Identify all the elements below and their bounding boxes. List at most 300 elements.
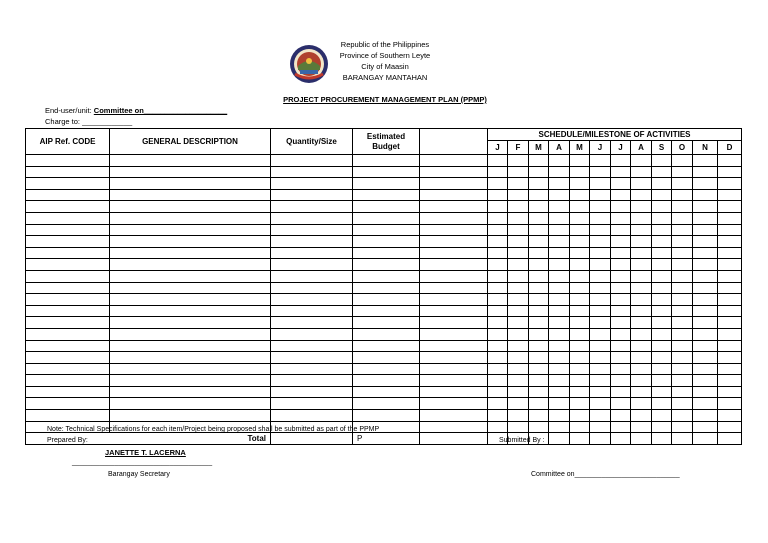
table-cell[interactable] <box>652 294 672 306</box>
table-cell[interactable] <box>672 155 693 167</box>
table-cell[interactable] <box>590 305 611 317</box>
table-cell[interactable] <box>488 317 508 329</box>
table-cell[interactable] <box>611 224 631 236</box>
table-cell[interactable] <box>488 398 508 410</box>
table-cell[interactable] <box>26 236 110 248</box>
table-cell[interactable] <box>488 294 508 306</box>
table-cell[interactable] <box>110 328 271 340</box>
table-cell[interactable] <box>508 236 529 248</box>
table-cell[interactable] <box>488 166 508 178</box>
table-cell[interactable] <box>26 224 110 236</box>
table-cell[interactable] <box>26 166 110 178</box>
table-cell[interactable] <box>488 201 508 213</box>
table-cell[interactable] <box>611 166 631 178</box>
table-cell[interactable] <box>611 236 631 248</box>
table-cell[interactable] <box>652 352 672 364</box>
table-cell[interactable] <box>508 352 529 364</box>
table-cell[interactable] <box>672 270 693 282</box>
table-cell[interactable] <box>26 363 110 375</box>
table-cell[interactable] <box>110 294 271 306</box>
table-cell[interactable] <box>652 433 672 445</box>
table-cell[interactable] <box>652 340 672 352</box>
table-cell[interactable] <box>611 317 631 329</box>
table-cell[interactable] <box>672 386 693 398</box>
table-cell[interactable] <box>26 352 110 364</box>
table-cell[interactable] <box>549 178 570 190</box>
table-cell[interactable] <box>570 212 590 224</box>
table-cell[interactable] <box>693 328 718 340</box>
table-cell[interactable] <box>271 189 353 201</box>
table-cell[interactable] <box>271 352 353 364</box>
table-cell[interactable] <box>271 166 353 178</box>
table-cell[interactable] <box>420 189 488 201</box>
table-cell[interactable] <box>420 155 488 167</box>
table-cell[interactable] <box>590 201 611 213</box>
table-cell[interactable] <box>353 294 420 306</box>
table-cell[interactable] <box>26 398 110 410</box>
table-cell[interactable] <box>693 363 718 375</box>
table-cell[interactable] <box>693 178 718 190</box>
table-cell[interactable] <box>508 247 529 259</box>
table-cell[interactable] <box>590 166 611 178</box>
table-cell[interactable] <box>110 282 271 294</box>
table-cell[interactable] <box>631 189 652 201</box>
table-cell[interactable] <box>353 340 420 352</box>
table-cell[interactable] <box>549 294 570 306</box>
table-cell[interactable] <box>549 340 570 352</box>
table-cell[interactable] <box>529 166 549 178</box>
table-cell[interactable] <box>353 178 420 190</box>
table-cell[interactable] <box>631 178 652 190</box>
table-cell[interactable] <box>718 340 742 352</box>
table-cell[interactable] <box>590 212 611 224</box>
table-cell[interactable] <box>508 386 529 398</box>
table-cell[interactable] <box>110 259 271 271</box>
table-cell[interactable] <box>611 421 631 433</box>
table-cell[interactable] <box>549 166 570 178</box>
table-cell[interactable] <box>549 236 570 248</box>
table-cell[interactable] <box>488 224 508 236</box>
table-cell[interactable] <box>718 282 742 294</box>
table-cell[interactable] <box>529 259 549 271</box>
table-cell[interactable] <box>693 201 718 213</box>
table-cell[interactable] <box>672 305 693 317</box>
table-cell[interactable] <box>110 410 271 422</box>
table-cell[interactable] <box>529 317 549 329</box>
table-cell[interactable] <box>110 189 271 201</box>
table-cell[interactable] <box>508 363 529 375</box>
table-cell[interactable] <box>631 305 652 317</box>
table-cell[interactable] <box>420 328 488 340</box>
table-cell[interactable] <box>549 328 570 340</box>
table-cell[interactable] <box>110 398 271 410</box>
table-cell[interactable] <box>529 282 549 294</box>
table-cell[interactable] <box>529 236 549 248</box>
table-cell[interactable] <box>718 433 742 445</box>
table-cell[interactable] <box>718 178 742 190</box>
table-cell[interactable] <box>611 363 631 375</box>
table-cell[interactable] <box>353 305 420 317</box>
table-cell[interactable] <box>271 328 353 340</box>
table-cell[interactable] <box>110 363 271 375</box>
table-cell[interactable] <box>110 340 271 352</box>
table-cell[interactable] <box>570 305 590 317</box>
table-cell[interactable] <box>353 375 420 387</box>
table-cell[interactable] <box>672 294 693 306</box>
table-cell[interactable] <box>353 410 420 422</box>
table-cell[interactable] <box>631 294 652 306</box>
table-cell[interactable] <box>693 352 718 364</box>
table-cell[interactable] <box>271 224 353 236</box>
table-cell[interactable] <box>353 247 420 259</box>
table-cell[interactable] <box>549 421 570 433</box>
table-cell[interactable] <box>508 282 529 294</box>
table-cell[interactable] <box>529 352 549 364</box>
table-cell[interactable] <box>549 352 570 364</box>
table-cell[interactable] <box>353 259 420 271</box>
table-cell[interactable] <box>718 224 742 236</box>
table-cell[interactable] <box>529 386 549 398</box>
table-cell[interactable] <box>420 421 488 433</box>
table-cell[interactable] <box>271 201 353 213</box>
table-cell[interactable] <box>26 201 110 213</box>
table-cell[interactable] <box>718 259 742 271</box>
table-cell[interactable] <box>590 340 611 352</box>
table-cell[interactable] <box>420 398 488 410</box>
table-cell[interactable] <box>652 398 672 410</box>
table-cell[interactable] <box>549 201 570 213</box>
table-cell[interactable] <box>529 375 549 387</box>
table-cell[interactable] <box>508 178 529 190</box>
table-cell[interactable] <box>26 305 110 317</box>
table-cell[interactable] <box>590 155 611 167</box>
table-cell[interactable] <box>672 259 693 271</box>
table-cell[interactable] <box>488 305 508 317</box>
table-cell[interactable] <box>693 317 718 329</box>
table-cell[interactable] <box>590 375 611 387</box>
table-cell[interactable] <box>271 317 353 329</box>
table-cell[interactable] <box>271 236 353 248</box>
table-cell[interactable] <box>693 259 718 271</box>
table-cell[interactable] <box>488 236 508 248</box>
table-cell[interactable] <box>693 433 718 445</box>
table-cell[interactable] <box>570 317 590 329</box>
table-cell[interactable] <box>420 352 488 364</box>
table-cell[interactable] <box>570 247 590 259</box>
table-cell[interactable] <box>693 270 718 282</box>
table-cell[interactable] <box>353 363 420 375</box>
table-cell[interactable] <box>590 259 611 271</box>
table-cell[interactable] <box>693 155 718 167</box>
table-cell[interactable] <box>488 375 508 387</box>
table-cell[interactable] <box>26 178 110 190</box>
table-cell[interactable] <box>508 340 529 352</box>
table-cell[interactable] <box>488 270 508 282</box>
table-cell[interactable] <box>570 224 590 236</box>
table-cell[interactable] <box>110 247 271 259</box>
total-quantity-cell[interactable] <box>271 433 353 445</box>
table-cell[interactable] <box>652 305 672 317</box>
table-cell[interactable] <box>26 340 110 352</box>
table-cell[interactable] <box>110 155 271 167</box>
table-cell[interactable] <box>718 352 742 364</box>
table-cell[interactable] <box>652 178 672 190</box>
table-cell[interactable] <box>652 166 672 178</box>
table-cell[interactable] <box>631 212 652 224</box>
table-cell[interactable] <box>508 328 529 340</box>
table-cell[interactable] <box>718 305 742 317</box>
table-cell[interactable] <box>529 398 549 410</box>
table-cell[interactable] <box>508 375 529 387</box>
table-cell[interactable] <box>271 270 353 282</box>
table-cell[interactable] <box>508 421 529 433</box>
table-cell[interactable] <box>611 328 631 340</box>
table-cell[interactable] <box>652 212 672 224</box>
table-cell[interactable] <box>549 224 570 236</box>
table-cell[interactable] <box>652 421 672 433</box>
table-cell[interactable] <box>718 294 742 306</box>
table-cell[interactable] <box>631 375 652 387</box>
table-cell[interactable] <box>631 236 652 248</box>
table-cell[interactable] <box>529 201 549 213</box>
table-cell[interactable] <box>110 317 271 329</box>
table-cell[interactable] <box>549 317 570 329</box>
table-cell[interactable] <box>353 352 420 364</box>
table-cell[interactable] <box>590 433 611 445</box>
table-cell[interactable] <box>508 305 529 317</box>
table-cell[interactable] <box>529 212 549 224</box>
table-cell[interactable] <box>353 212 420 224</box>
table-cell[interactable] <box>718 317 742 329</box>
table-cell[interactable] <box>353 201 420 213</box>
table-cell[interactable] <box>570 294 590 306</box>
table-cell[interactable] <box>26 294 110 306</box>
total-budget-cell[interactable]: P <box>353 433 420 445</box>
table-cell[interactable] <box>611 155 631 167</box>
table-cell[interactable] <box>693 305 718 317</box>
table-cell[interactable] <box>353 236 420 248</box>
table-cell[interactable] <box>529 340 549 352</box>
table-cell[interactable] <box>590 363 611 375</box>
table-cell[interactable] <box>672 352 693 364</box>
table-cell[interactable] <box>353 155 420 167</box>
table-cell[interactable] <box>420 270 488 282</box>
table-cell[interactable] <box>590 224 611 236</box>
table-cell[interactable] <box>420 340 488 352</box>
table-cell[interactable] <box>488 178 508 190</box>
table-cell[interactable] <box>271 294 353 306</box>
table-cell[interactable] <box>590 421 611 433</box>
table-cell[interactable] <box>508 259 529 271</box>
table-cell[interactable] <box>611 282 631 294</box>
table-cell[interactable] <box>529 189 549 201</box>
table-cell[interactable] <box>611 259 631 271</box>
table-cell[interactable] <box>271 282 353 294</box>
table-cell[interactable] <box>549 398 570 410</box>
table-cell[interactable] <box>271 178 353 190</box>
table-cell[interactable] <box>611 201 631 213</box>
table-cell[interactable] <box>693 421 718 433</box>
table-cell[interactable] <box>693 410 718 422</box>
table-cell[interactable] <box>420 224 488 236</box>
table-cell[interactable] <box>110 224 271 236</box>
table-cell[interactable] <box>652 247 672 259</box>
table-cell[interactable] <box>420 201 488 213</box>
table-cell[interactable] <box>420 236 488 248</box>
table-cell[interactable] <box>611 340 631 352</box>
table-cell[interactable] <box>631 224 652 236</box>
table-cell[interactable] <box>508 201 529 213</box>
table-cell[interactable] <box>26 375 110 387</box>
table-cell[interactable] <box>652 317 672 329</box>
table-cell[interactable] <box>590 398 611 410</box>
table-cell[interactable] <box>631 166 652 178</box>
table-cell[interactable] <box>508 224 529 236</box>
table-cell[interactable] <box>26 155 110 167</box>
table-cell[interactable] <box>590 247 611 259</box>
table-cell[interactable] <box>693 282 718 294</box>
table-cell[interactable] <box>718 375 742 387</box>
table-cell[interactable] <box>611 247 631 259</box>
table-cell[interactable] <box>672 212 693 224</box>
table-cell[interactable] <box>672 178 693 190</box>
table-cell[interactable] <box>353 224 420 236</box>
table-cell[interactable] <box>529 178 549 190</box>
table-cell[interactable] <box>420 433 488 445</box>
table-cell[interactable] <box>611 189 631 201</box>
table-cell[interactable] <box>611 305 631 317</box>
table-cell[interactable] <box>693 236 718 248</box>
table-cell[interactable] <box>570 386 590 398</box>
table-cell[interactable] <box>271 386 353 398</box>
table-cell[interactable] <box>718 421 742 433</box>
table-cell[interactable] <box>549 189 570 201</box>
table-cell[interactable] <box>652 189 672 201</box>
table-cell[interactable] <box>508 294 529 306</box>
table-cell[interactable] <box>508 398 529 410</box>
table-cell[interactable] <box>718 155 742 167</box>
table-cell[interactable] <box>693 189 718 201</box>
table-cell[interactable] <box>590 270 611 282</box>
table-cell[interactable] <box>271 375 353 387</box>
table-cell[interactable] <box>570 421 590 433</box>
table-cell[interactable] <box>529 328 549 340</box>
table-cell[interactable] <box>271 212 353 224</box>
table-cell[interactable] <box>672 317 693 329</box>
table-cell[interactable] <box>590 317 611 329</box>
table-cell[interactable] <box>549 259 570 271</box>
table-cell[interactable] <box>693 398 718 410</box>
table-cell[interactable] <box>590 282 611 294</box>
table-cell[interactable] <box>488 189 508 201</box>
table-cell[interactable] <box>718 247 742 259</box>
table-cell[interactable] <box>488 282 508 294</box>
table-cell[interactable] <box>693 375 718 387</box>
table-cell[interactable] <box>26 386 110 398</box>
table-cell[interactable] <box>420 294 488 306</box>
table-cell[interactable] <box>508 317 529 329</box>
table-cell[interactable] <box>110 178 271 190</box>
table-cell[interactable] <box>420 282 488 294</box>
table-cell[interactable] <box>631 340 652 352</box>
table-cell[interactable] <box>590 178 611 190</box>
table-cell[interactable] <box>353 282 420 294</box>
table-cell[interactable] <box>570 166 590 178</box>
table-cell[interactable] <box>549 155 570 167</box>
table-cell[interactable] <box>652 386 672 398</box>
table-cell[interactable] <box>672 224 693 236</box>
table-cell[interactable] <box>420 410 488 422</box>
table-cell[interactable] <box>508 155 529 167</box>
table-cell[interactable] <box>353 189 420 201</box>
table-cell[interactable] <box>271 259 353 271</box>
table-cell[interactable] <box>26 212 110 224</box>
table-cell[interactable] <box>570 189 590 201</box>
table-cell[interactable] <box>570 328 590 340</box>
table-cell[interactable] <box>570 398 590 410</box>
table-cell[interactable] <box>611 433 631 445</box>
table-cell[interactable] <box>420 247 488 259</box>
table-cell[interactable] <box>271 410 353 422</box>
table-cell[interactable] <box>672 166 693 178</box>
table-cell[interactable] <box>693 386 718 398</box>
table-cell[interactable] <box>611 294 631 306</box>
table-cell[interactable] <box>488 363 508 375</box>
table-cell[interactable] <box>718 166 742 178</box>
table-cell[interactable] <box>590 352 611 364</box>
table-cell[interactable] <box>631 317 652 329</box>
table-cell[interactable] <box>672 410 693 422</box>
table-cell[interactable] <box>611 178 631 190</box>
table-cell[interactable] <box>420 363 488 375</box>
table-cell[interactable] <box>110 236 271 248</box>
table-cell[interactable] <box>549 363 570 375</box>
table-cell[interactable] <box>672 340 693 352</box>
table-cell[interactable] <box>529 224 549 236</box>
table-cell[interactable] <box>652 236 672 248</box>
table-cell[interactable] <box>508 212 529 224</box>
table-cell[interactable] <box>672 433 693 445</box>
table-cell[interactable] <box>631 363 652 375</box>
table-cell[interactable] <box>718 363 742 375</box>
table-cell[interactable] <box>529 421 549 433</box>
table-cell[interactable] <box>420 259 488 271</box>
table-cell[interactable] <box>693 166 718 178</box>
table-cell[interactable] <box>570 155 590 167</box>
table-cell[interactable] <box>631 421 652 433</box>
table-cell[interactable] <box>693 294 718 306</box>
table-cell[interactable] <box>110 352 271 364</box>
table-cell[interactable] <box>353 317 420 329</box>
table-cell[interactable] <box>718 270 742 282</box>
table-cell[interactable] <box>652 328 672 340</box>
table-cell[interactable] <box>631 270 652 282</box>
table-cell[interactable] <box>549 270 570 282</box>
table-cell[interactable] <box>672 236 693 248</box>
table-cell[interactable] <box>570 282 590 294</box>
table-cell[interactable] <box>718 410 742 422</box>
table-cell[interactable] <box>488 328 508 340</box>
table-cell[interactable] <box>672 282 693 294</box>
table-cell[interactable] <box>488 421 508 433</box>
table-cell[interactable] <box>529 305 549 317</box>
table-cell[interactable] <box>570 363 590 375</box>
table-cell[interactable] <box>590 294 611 306</box>
table-cell[interactable] <box>652 375 672 387</box>
table-cell[interactable] <box>353 328 420 340</box>
table-cell[interactable] <box>570 375 590 387</box>
table-cell[interactable] <box>631 259 652 271</box>
